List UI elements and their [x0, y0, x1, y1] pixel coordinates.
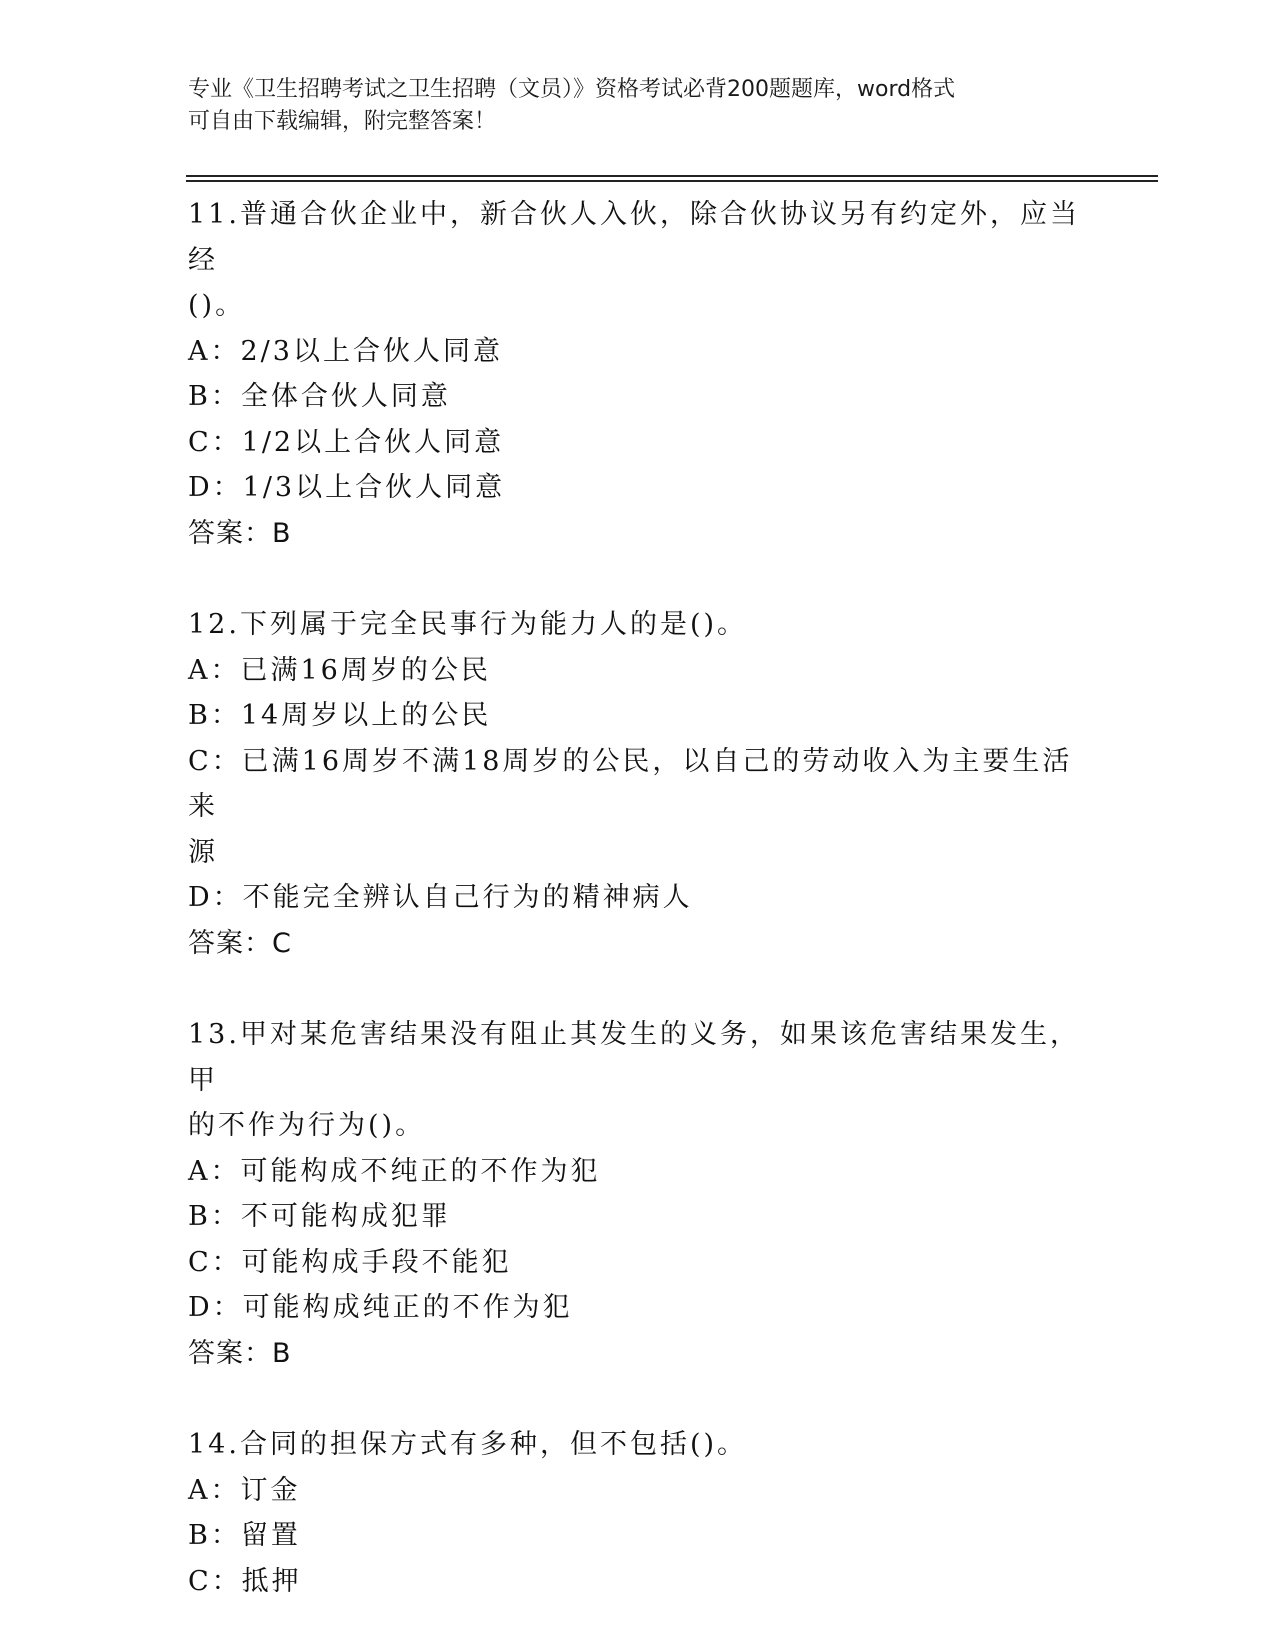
option-b: B：14周岁以上的公民	[188, 700, 492, 731]
question-stem-continued: 的不作为行为()。	[188, 1110, 426, 1141]
option-b: B：留置	[188, 1520, 301, 1551]
option-a: A：2/3以上合伙人同意	[188, 335, 503, 367]
header-divider-top	[186, 175, 1158, 177]
answer-line: 答案：B	[188, 517, 292, 549]
option-d: D：1/3以上合伙人同意	[188, 472, 506, 503]
answer-line: 答案：C	[188, 927, 292, 959]
header-line-2: 可自由下载编辑，附完整答案！	[188, 109, 497, 134]
option-c: C：已满16周岁不满18周岁的公民，以自己的劳动收入为主要生活来	[188, 745, 1073, 822]
header-divider-bottom	[186, 180, 1158, 182]
answer-line: 答案：B	[188, 1337, 292, 1369]
option-a: A：可能构成不纯正的不作为犯	[188, 1155, 601, 1187]
option-b: B：全体合伙人同意	[188, 381, 451, 412]
option-d: D：不能完全辨认自己行为的精神病人	[188, 882, 693, 913]
question-stem: 13.甲对某危害结果没有阻止其发生的义务，如果该危害结果发生，甲	[188, 1019, 1080, 1096]
option-a: A：订金	[188, 1474, 301, 1506]
option-b: B：不可能构成犯罪	[188, 1201, 451, 1232]
question-12	[188, 602, 1088, 966]
document-header	[188, 74, 1068, 138]
question-stem: 12.下列属于完全民事行为能力人的是()。	[188, 609, 748, 640]
question-14	[188, 1422, 1088, 1604]
question-stem: 11.普通合伙企业中，新合伙人入伙，除合伙协议另有约定外，应当经	[188, 199, 1080, 276]
header-line-1: 专业《卫生招聘考试之卫生招聘（文员）》资格考试必背200题题库，word格式	[188, 77, 956, 102]
option-d: D：可能构成纯正的不作为犯	[188, 1292, 573, 1323]
question-stem: 14.合同的担保方式有多种，但不包括()。	[188, 1429, 748, 1460]
question-list	[188, 192, 1088, 1650]
option-a: A：已满16周岁的公民	[188, 654, 491, 686]
option-c-continued: 源	[188, 836, 218, 868]
option-c: C：抵押	[188, 1565, 302, 1597]
option-c: C：可能构成手段不能犯	[188, 1246, 512, 1278]
question-stem-continued: ()。	[188, 290, 246, 321]
question-13	[188, 1012, 1088, 1376]
question-11	[188, 192, 1088, 556]
option-c: C：1/2以上合伙人同意	[188, 426, 505, 458]
